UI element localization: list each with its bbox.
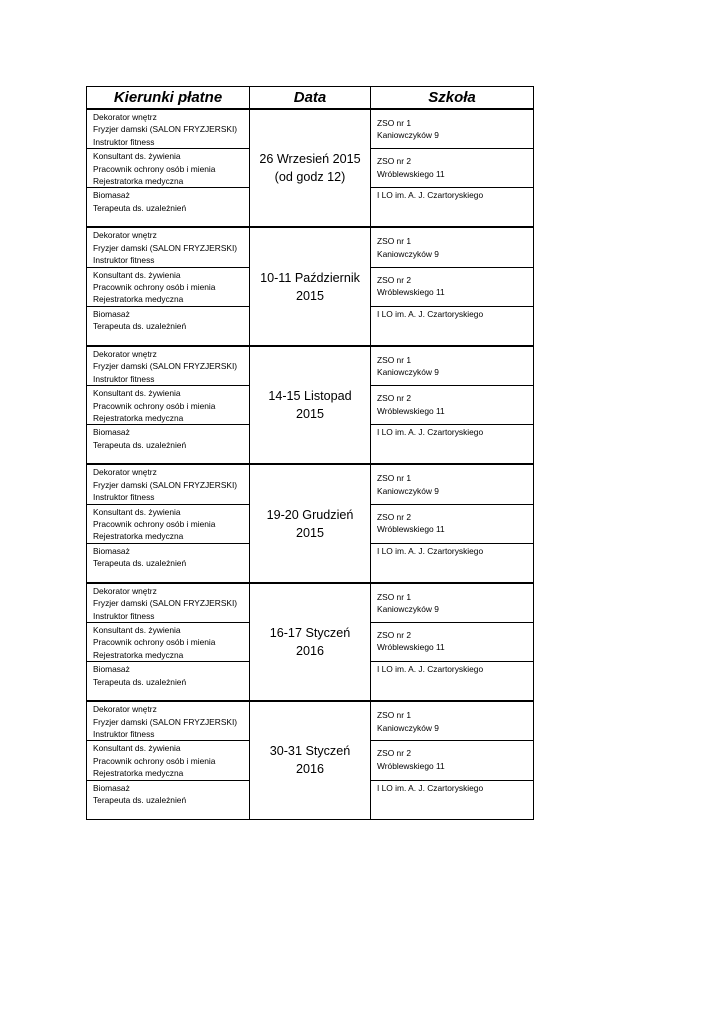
- course-name: Biomasaż: [93, 782, 130, 793]
- date-cell: [250, 583, 371, 701]
- school-text: ZSO nr 1: [377, 710, 411, 721]
- school-cell: [371, 464, 534, 504]
- school-text: ZSO nr 1: [377, 473, 411, 484]
- school-text: Kaniowczyków 9: [377, 248, 439, 259]
- school-cell: [371, 109, 534, 149]
- course-name: Rejestratorka medyczna: [93, 294, 184, 305]
- course-name: Dekorator wnętrz: [93, 585, 157, 596]
- table-row: [87, 227, 534, 267]
- date-text: 26 Wrzesień 2015: [259, 152, 361, 167]
- school-cell: [371, 149, 534, 188]
- school-text: ZSO nr 2: [377, 629, 411, 640]
- courses-cell: [87, 780, 250, 819]
- school-text: I LO im. A. J. Czartoryskiego: [377, 664, 484, 675]
- header-school: Szkoła: [371, 87, 534, 110]
- table-row: [87, 109, 534, 149]
- date-text: 2016: [295, 762, 325, 777]
- course-name: Pracownik ochrony osób i mienia: [93, 637, 216, 648]
- header-date: Data: [250, 87, 371, 110]
- course-name: Rejestratorka medyczna: [93, 649, 184, 660]
- school-text: ZSO nr 1: [377, 236, 411, 247]
- school-text: Wróblewskiego 11: [377, 760, 445, 771]
- date-text: 2015: [295, 525, 325, 540]
- courses-cell: [87, 583, 250, 623]
- school-text: Wróblewskiego 11: [377, 642, 445, 653]
- school-cell: [371, 306, 534, 346]
- course-name: Konsultant ds. żywienia: [93, 269, 181, 280]
- course-name: Terapeuta ds. uzależnień: [93, 558, 187, 569]
- school-cell: [371, 188, 534, 228]
- school-cell: [371, 780, 534, 819]
- school-text: Wróblewskiego 11: [377, 168, 445, 179]
- school-text: I LO im. A. J. Czartoryskiego: [377, 190, 484, 201]
- courses-cell: [87, 386, 250, 425]
- courses-cell: [87, 346, 250, 386]
- school-text: ZSO nr 2: [377, 274, 411, 285]
- course-name: Terapeuta ds. uzależnień: [93, 202, 187, 213]
- courses-cell: [87, 622, 250, 661]
- school-text: Kaniowczyków 9: [377, 722, 439, 733]
- school-text: Kaniowczyków 9: [377, 367, 439, 378]
- school-text: I LO im. A. J. Czartoryskiego: [377, 545, 484, 556]
- date-text: 2015: [295, 288, 325, 303]
- table-row: [87, 464, 534, 504]
- course-name: Fryzjer damski (SALON FRYZJERSKI): [93, 716, 238, 727]
- date-text: 10-11 Październik: [260, 270, 360, 285]
- courses-cell: [87, 109, 250, 149]
- course-name: Konsultant ds. żywienia: [93, 624, 181, 635]
- table-row: [87, 346, 534, 386]
- course-name: Dekorator wnętrz: [93, 348, 157, 359]
- date-text: (od godz 12): [274, 170, 346, 185]
- course-name: Pracownik ochrony osób i mienia: [93, 163, 216, 174]
- school-cell: [371, 662, 534, 702]
- courses-cell: [87, 227, 250, 267]
- course-name: Dekorator wnętrz: [93, 704, 157, 715]
- school-text: Wróblewskiego 11: [377, 287, 445, 298]
- table-header-row: [87, 87, 534, 110]
- school-text: Kaniowczyków 9: [377, 130, 439, 141]
- course-name: Terapeuta ds. uzależnień: [93, 321, 187, 332]
- courses-cell: [87, 701, 250, 741]
- school-text: Wróblewskiego 11: [377, 523, 445, 534]
- course-name: Fryzjer damski (SALON FRYZJERSKI): [93, 242, 238, 253]
- school-cell: [371, 701, 534, 741]
- school-cell: [371, 583, 534, 623]
- school-cell: [371, 386, 534, 425]
- course-name: Biomasaż: [93, 308, 130, 319]
- school-cell: [371, 622, 534, 661]
- course-name: Rejestratorka medyczna: [93, 412, 184, 423]
- school-text: ZSO nr 1: [377, 118, 411, 128]
- course-name: Biomasaż: [93, 664, 130, 675]
- date-text: 30-31 Styczeń: [269, 744, 351, 759]
- course-name: Instruktor fitness: [93, 492, 155, 503]
- courses-cell: [87, 149, 250, 188]
- school-text: Wróblewskiego 11: [377, 405, 445, 416]
- course-name: Pracownik ochrony osób i mienia: [93, 755, 216, 766]
- course-name: Fryzjer damski (SALON FRYZJERSKI): [93, 479, 238, 490]
- courses-cell: [87, 543, 250, 583]
- course-name: Terapeuta ds. uzależnień: [93, 795, 187, 806]
- school-cell: [371, 543, 534, 583]
- course-name: Pracownik ochrony osób i mienia: [93, 400, 216, 411]
- course-name: Konsultant ds. żywienia: [93, 743, 181, 754]
- course-name: Konsultant ds. żywienia: [93, 506, 181, 517]
- school-text: Kaniowczyków 9: [377, 485, 439, 496]
- course-name: Terapeuta ds. uzależnień: [93, 676, 187, 687]
- course-name: Biomasaż: [93, 427, 130, 438]
- school-cell: [371, 425, 534, 465]
- course-name: Rejestratorka medyczna: [93, 531, 184, 542]
- date-text: 2015: [295, 407, 325, 422]
- schedule-body: [87, 109, 534, 819]
- school-text: Kaniowczyków 9: [377, 604, 439, 615]
- course-name: Instruktor fitness: [93, 373, 155, 384]
- school-cell: [371, 346, 534, 386]
- school-text: ZSO nr 2: [377, 511, 411, 522]
- courses-cell: [87, 741, 250, 780]
- table-row: [87, 701, 534, 741]
- school-text: ZSO nr 2: [377, 156, 411, 167]
- course-name: Instruktor fitness: [93, 610, 155, 621]
- school-text: ZSO nr 2: [377, 393, 411, 404]
- school-text: ZSO nr 1: [377, 354, 411, 365]
- course-name: Konsultant ds. żywienia: [93, 151, 181, 162]
- course-name: Instruktor fitness: [93, 136, 155, 147]
- date-cell: [250, 109, 371, 227]
- course-name: Dekorator wnętrz: [93, 112, 157, 122]
- school-cell: [371, 267, 534, 306]
- header-courses: Kierunki płatne: [87, 87, 250, 110]
- courses-cell: [87, 306, 250, 346]
- course-name: Fryzjer damski (SALON FRYZJERSKI): [93, 598, 238, 609]
- course-name: Dekorator wnętrz: [93, 230, 157, 241]
- courses-cell: [87, 188, 250, 228]
- date-text: 16-17 Styczeń: [269, 625, 351, 640]
- courses-cell: [87, 504, 250, 543]
- school-cell: [371, 227, 534, 267]
- date-text: 14-15 Listopad: [268, 389, 352, 404]
- course-name: Biomasaż: [93, 190, 130, 201]
- courses-cell: [87, 662, 250, 702]
- course-name: Instruktor fitness: [93, 729, 155, 739]
- school-text: ZSO nr 2: [377, 748, 411, 759]
- school-text: I LO im. A. J. Czartoryskiego: [377, 427, 484, 438]
- courses-cell: [87, 464, 250, 504]
- courses-cell: [87, 425, 250, 465]
- date-text: 2016: [295, 643, 325, 658]
- school-cell: [371, 741, 534, 780]
- date-text: 19-20 Grudzień: [266, 507, 354, 522]
- date-cell: [250, 346, 371, 464]
- course-name: Terapeuta ds. uzależnień: [93, 439, 187, 450]
- course-name: Konsultant ds. żywienia: [93, 388, 181, 399]
- table-row: [87, 583, 534, 623]
- course-name: Pracownik ochrony osób i mienia: [93, 282, 216, 293]
- date-cell: [250, 227, 371, 345]
- course-name: Pracownik ochrony osób i mienia: [93, 518, 216, 529]
- course-name: Rejestratorka medyczna: [93, 768, 184, 779]
- school-cell: [371, 504, 534, 543]
- course-name: Biomasaż: [93, 545, 130, 556]
- course-name: Fryzjer damski (SALON FRYZJERSKI): [93, 124, 238, 135]
- course-name: Fryzjer damski (SALON FRYZJERSKI): [93, 361, 238, 372]
- schedule-table: [86, 86, 534, 820]
- courses-cell: [87, 267, 250, 306]
- school-text: ZSO nr 1: [377, 591, 411, 602]
- course-name: Instruktor fitness: [93, 255, 155, 266]
- date-cell: [250, 701, 371, 819]
- course-name: Rejestratorka medyczna: [93, 176, 184, 187]
- school-text: I LO im. A. J. Czartoryskiego: [377, 782, 484, 793]
- date-cell: [250, 464, 371, 582]
- course-name: Dekorator wnętrz: [93, 467, 157, 478]
- school-text: I LO im. A. J. Czartoryskiego: [377, 308, 484, 319]
